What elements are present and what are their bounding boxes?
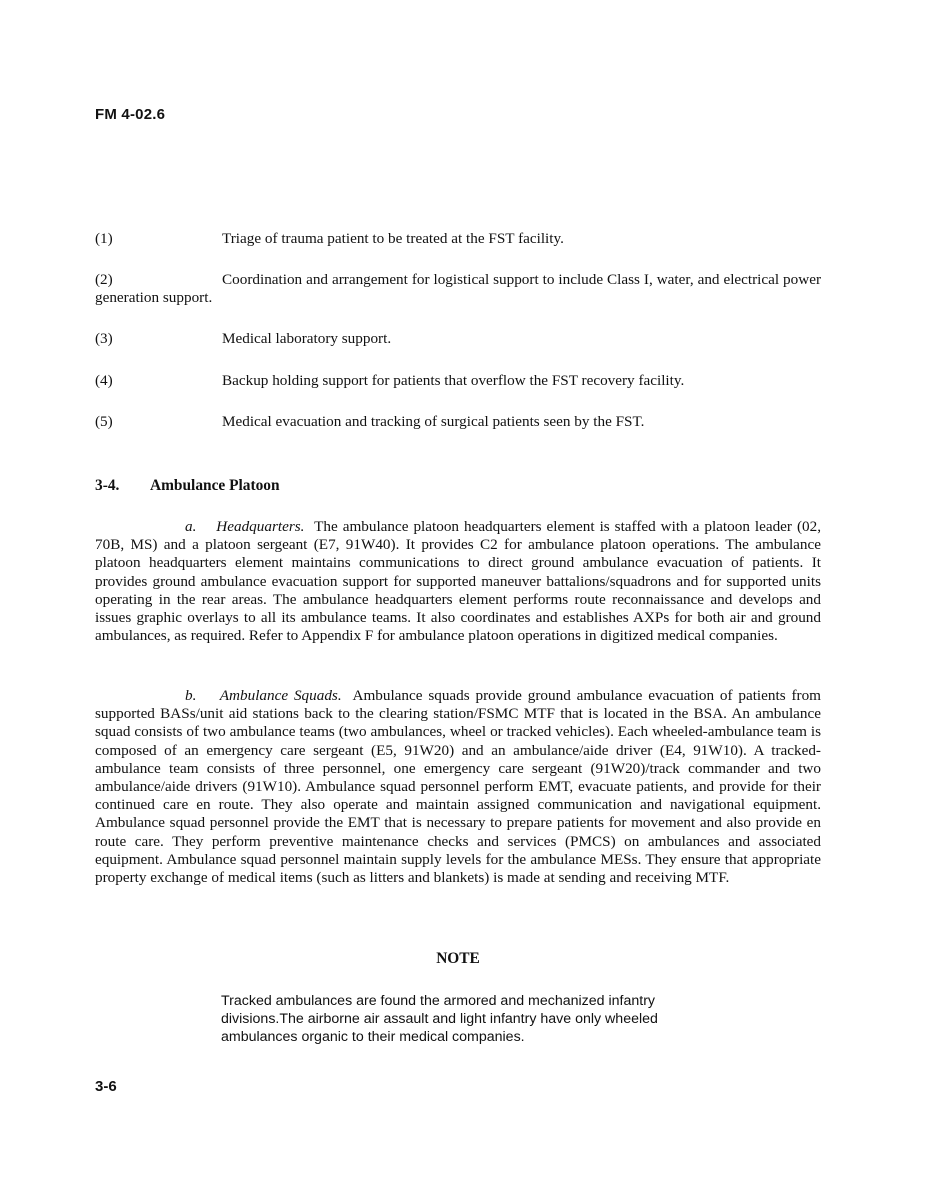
page-number: 3-6	[95, 1078, 117, 1095]
list-item-1	[95, 230, 821, 248]
paragraph-headquarters	[95, 518, 821, 645]
document-id-header: FM 4-02.6	[95, 106, 166, 123]
section-number: 3-4.	[95, 477, 120, 494]
note-body: Tracked ambulances are found the armored and mechanized infantry divisions.The airborne air assault and light infantry have only wheeled ambulances organic to their medical companies.	[221, 993, 658, 1046]
section-heading	[95, 477, 280, 495]
list-item-text: Medical laboratory support.	[222, 330, 392, 347]
list-item-2	[95, 271, 821, 307]
list-item-5	[95, 413, 821, 431]
list-item-text: Backup holding support for patients that overflow the FST recovery facility.	[222, 372, 685, 389]
list-item-number: (1)	[95, 230, 113, 247]
paragraph-body: The ambulance platoon headquarters element is staffed with a platoon leader (02, 70B, MS) and a platoon sergeant (E7, 91W40). It provides C2 for ambulance platoon operations. The ambulance platoon headquarters element maintains communications to direct ground ambulance evacuation of patients. It provides ground ambulance evacuation support for supported maneuver battalions/squadrons and for supported units operating in the rear areas. The ambulance headquarters element performs route reconnaissance and develops and issues graphic overlays to all its ambulance teams. It also coordinates and establishes AXPs for both air and ground ambulances, as required. Refer to Appendix F for ambulance platoon operations in digitized medical companies.	[95, 518, 821, 645]
list-item-text: Medical evacuation and tracking of surgical patients seen by the FST.	[222, 413, 645, 430]
list-item-number: (5)	[95, 413, 113, 430]
list-item-3	[95, 330, 821, 348]
paragraph-ambulance-squads	[95, 687, 821, 887]
list-item-4	[95, 372, 821, 390]
paragraph-label: b.	[185, 687, 197, 704]
note-title: NOTE	[436, 950, 480, 967]
paragraph-subtitle: Ambulance Squads.	[219, 687, 342, 704]
section-title: Ambulance Platoon	[150, 477, 280, 494]
list-item-number: (3)	[95, 330, 113, 347]
list-item-number: (2)	[95, 271, 113, 288]
paragraph-body: Ambulance squads provide ground ambulance evacuation of patients from supported BASs/unit aid stations back to the clearing station/FSMC MTF that is located in the BSA. An ambulance squad consists of two ambulance teams (two ambulances, wheel or tracked vehicles). Each wheeled-ambulance team is composed of an emergency care sergeant (E5, 91W20) and an ambulance/aide driver (E4, 91W10). A tracked-ambulance team consists of three personnel, one emergency care sergeant (91W20)/track commander and two ambulance/aide drivers (91W10). Ambulance squad personnel perform EMT, evacuate patients, and provide for their continued care en route. They also operate and maintain assigned communication and navigational equipment. Ambulance squad personnel provide the EMT that is necessary to prepare patients for movement and also provide en route care. They perform preventive maintenance checks and services (PMCS) on ambulances and associated equipment. Ambulance squad personnel maintain supply levels for the ambulance MESs. They ensure that appropriate property exchange of medical items (such as litters and blankets) is made at sending and receiving MTF.	[95, 687, 821, 887]
list-item-number: (4)	[95, 372, 113, 389]
paragraph-label: a.	[185, 518, 197, 535]
list-item-text: Triage of trauma patient to be treated at the FST facility.	[222, 230, 564, 247]
list-item-text: Coordination and arrangement for logistical support to include Class I, water, and electrical power generation support.	[95, 271, 821, 307]
paragraph-subtitle: Headquarters.	[216, 518, 305, 535]
